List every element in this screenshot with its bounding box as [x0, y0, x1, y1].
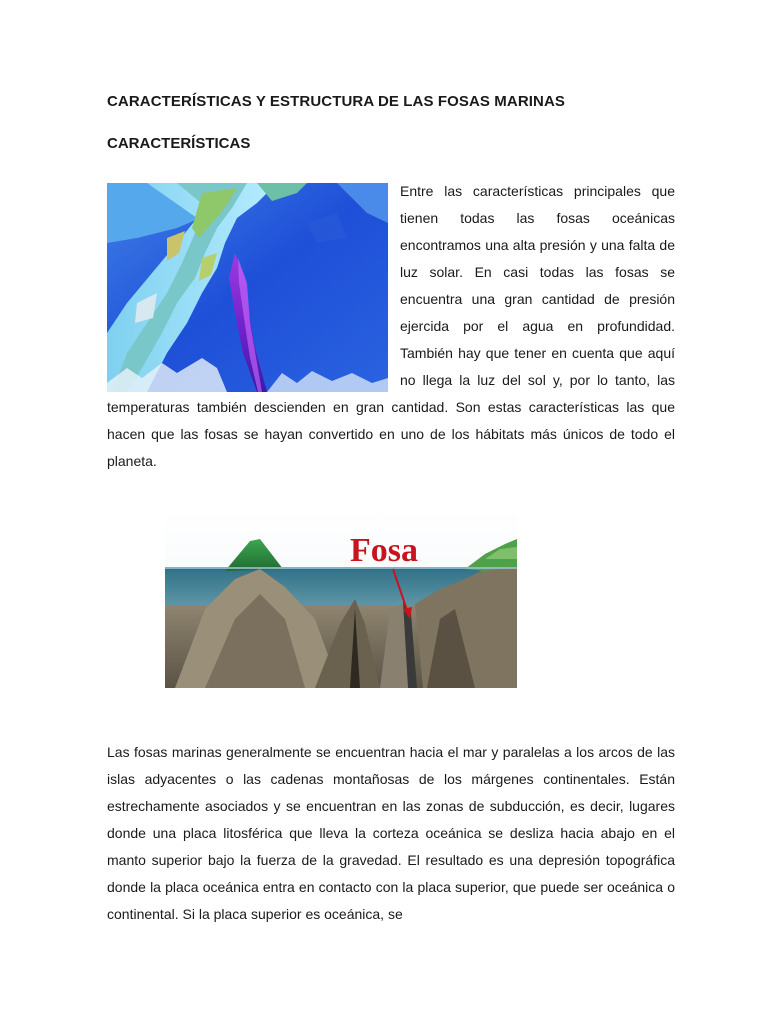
image-wrap-spacer	[107, 178, 400, 394]
fosa-label: Fosa	[350, 532, 418, 569]
paragraph-characteristics	[107, 178, 675, 475]
section-heading: CARACTERÍSTICAS	[107, 135, 251, 152]
document-title: CARACTERÍSTICAS Y ESTRUCTURA DE LAS FOSAS MARINAS	[107, 93, 565, 110]
trench-cross-section-diagram	[165, 509, 517, 688]
paragraph-trench-location: Las fosas marinas generalmente se encuentran hacia el mar y paralelas a los arcos de las islas adyacentes o las cadenas montañosas de los márgenes continentales. Están estrechamente asociados y se encuentran en las zonas de subducción, es decir, lugares donde una placa litosférica que lleva la corteza oceánica se desliza hacia abajo en el manto superior bajo la fuerza de la gravedad. El resultado es una depresión topográfica donde la placa oceánica entra en contacto con la placa superior, que puede ser oceánica o continental. Si la placa superior es oceánica, se	[107, 744, 675, 922]
paragraph-1-text: Entre las características principales que tienen todas las fosas oceánicas encontramos una alta presión y una falta de luz solar. En casi todas las fosas se encuentra una gran cantidad de presión ejercida por el agua en profundidad. También hay que tener en cuenta que aquí no llega la luz del sol y, por lo tanto, las temperaturas también descienden en gran cantidad. Son estas características las que hacen que las fosas se hayan convertido en uno de los hábitats más únicos de todo el planeta.	[107, 183, 675, 469]
